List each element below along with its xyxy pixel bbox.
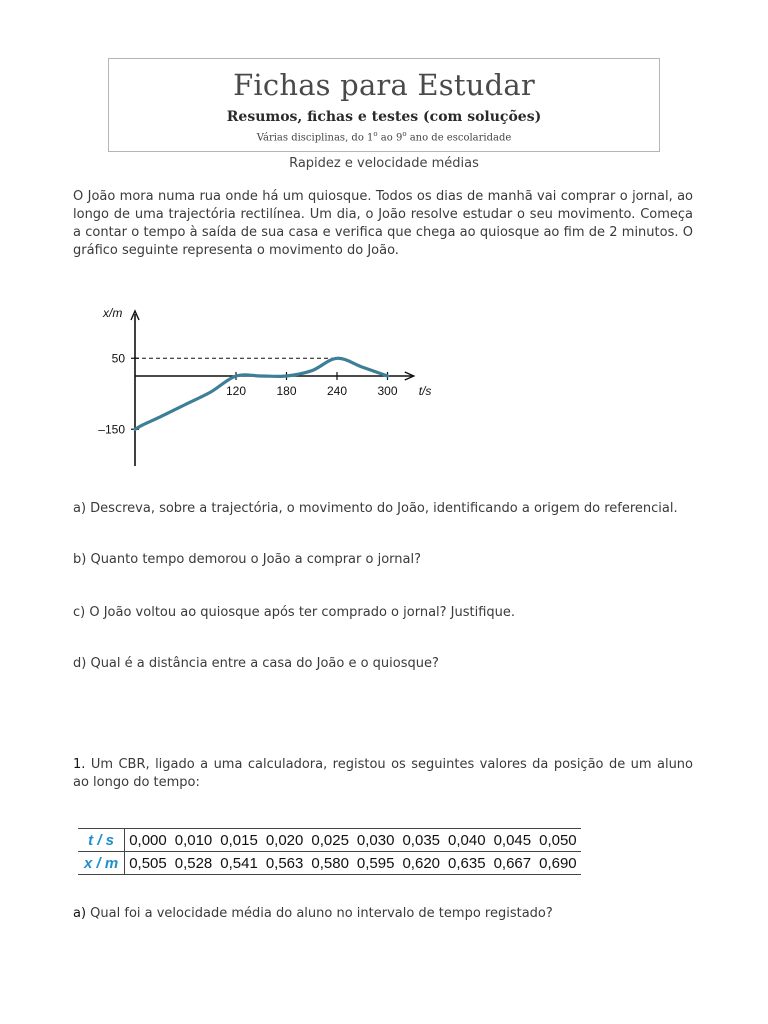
- position-cell: 0,563: [262, 852, 308, 875]
- time-cell: 0,025: [307, 829, 353, 852]
- exercise-1-question-a: a) Qual foi a velocidade média do aluno no intervalo de tempo registado?: [73, 906, 553, 921]
- position-cell: 0,620: [398, 852, 444, 875]
- time-cell: 0,035: [398, 829, 444, 852]
- x-axis-label: t/s: [418, 384, 432, 398]
- time-cell: 0,015: [216, 829, 262, 852]
- position-cell: 0,690: [535, 852, 581, 875]
- exercise-1-text: 1. Um CBR, ligado a uma calculadora, registou os seguintes valores da posição de um aluno ao longo do tempo:: [73, 757, 693, 790]
- time-cell: 0,050: [535, 829, 581, 852]
- x-tick-label: 120: [225, 384, 247, 398]
- y-tick-label: 50: [111, 351, 125, 366]
- position-cell: 0,595: [353, 852, 399, 875]
- position-cell: 0,635: [444, 852, 490, 875]
- question-c: c) O João voltou ao quiosque após ter comprado o jornal? Justifique.: [73, 605, 516, 620]
- question-d: d) Qual é a distância entre a casa do João e o quiosque?: [73, 656, 439, 671]
- time-cell: 0,045: [490, 829, 536, 852]
- x-tick-label: 240: [326, 384, 348, 398]
- time-cell: 0,030: [353, 829, 399, 852]
- time-cell: 0,040: [444, 829, 490, 852]
- cbr-data-table: [78, 828, 581, 875]
- header-subtitle: Resumos, fichas e testes (com soluções): [226, 109, 542, 125]
- time-cell: 0,010: [171, 829, 217, 852]
- position-cell: 0,667: [490, 852, 536, 875]
- exercise-1-number: 1.: [73, 757, 86, 772]
- chart-series: [135, 358, 388, 429]
- header-tagline: Várias disciplinas, do 1$^o$ ao 9$^o$ ano de escolaridade: [256, 130, 512, 144]
- intro-paragraph: O João mora numa rua onde há um quiosque. Todos os dias de manhã vai comprar o jornal, ao longo de uma trajectória rectilínea. Um dia, o João resolve estudar o seu movimento. Começa a contar o tempo à saída de sua casa e verifica que chega ao quiosque ao fim de 2 minutos. O gráfico seguinte representa o movimento do João.: [73, 189, 693, 258]
- position-series-line: [135, 358, 388, 429]
- document-header: [108, 58, 660, 152]
- position-cell: 0,541: [216, 852, 262, 875]
- x-tick-label: 300: [377, 384, 398, 398]
- x-tick-label: 180: [276, 384, 297, 398]
- time-header: t / s: [78, 829, 125, 852]
- position-cell: 0,528: [171, 852, 217, 875]
- position-header: x / m: [78, 852, 125, 875]
- question-a: a) Descreva, sobre a trajectória, o movimento do João, identificando a origem do referencial.: [73, 501, 678, 516]
- section-title: Rapidez e velocidade médias: [289, 156, 479, 171]
- chart-axes: [131, 311, 414, 466]
- position-cell: 0,580: [307, 852, 353, 875]
- time-cell: 0,000: [125, 829, 171, 852]
- time-cell: 0,020: [262, 829, 308, 852]
- table-row-time: [78, 829, 581, 852]
- position-time-graph: [90, 300, 450, 470]
- y-axis-label: x/m: [103, 306, 123, 320]
- position-cell: 0,505: [125, 852, 171, 875]
- header-title: Fichas para Estudar: [233, 68, 535, 102]
- table-row-position: [78, 852, 581, 875]
- question-b: b) Quanto tempo demorou o João a comprar o jornal?: [73, 552, 421, 567]
- y-tick-label: –150: [98, 422, 125, 437]
